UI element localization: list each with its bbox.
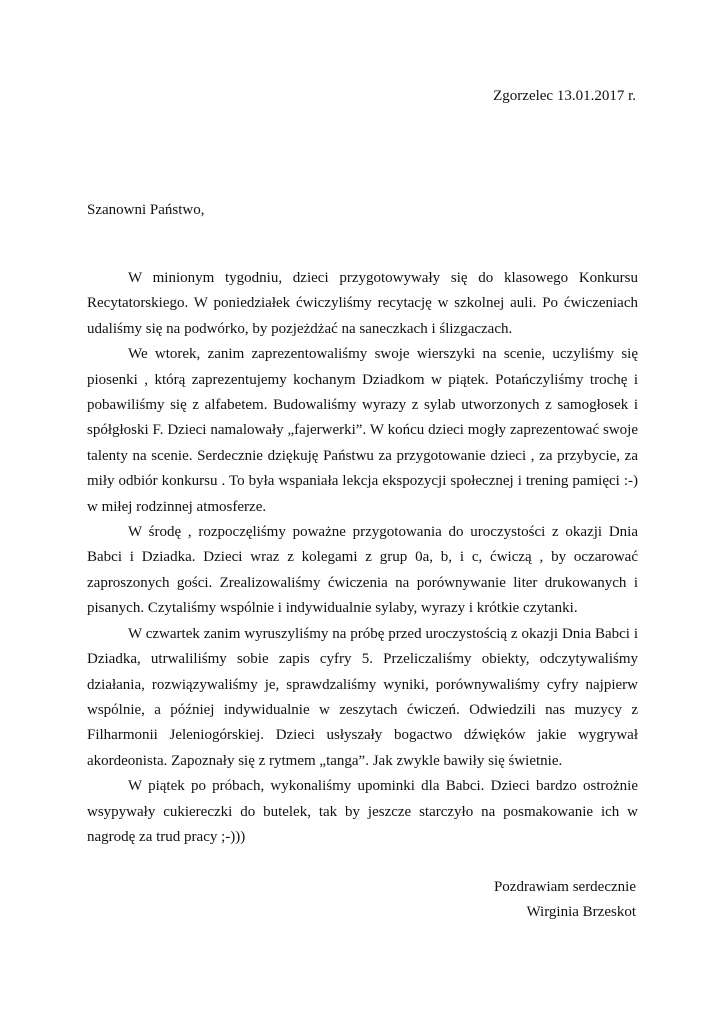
paragraph-2: We wtorek, zanim zaprezentowaliśmy swoje wierszyki na scenie, uczyliśmy się piosenki , którą zaprezentujemy kochanym Dziadkom w piątek. Potańczyliśmy trochę i pobawiliśmy się z alfabetem. Budowaliśmy wyrazy z sylab utworzonych z samogłosek i spółgłoski F. Dzieci namalowały „fajerwerki”. W końcu dzieci mogły zaprezentować swoje talenty na scenie. Serdecznie dziękuję Państwu za przygotowanie dzieci , za przybycie, za miły odbiór konkursu . To była wspaniała lekcja ekspozycji społecznej i trening pamięci :-) w miłej rodzinnej atmosferze. [87, 346, 638, 515]
closing-block [494, 875, 636, 925]
paragraph-4: W czwartek zanim wyruszyliśmy na próbę przed uroczystością z okazji Dnia Babci i Dziadka, utrwaliliśmy sobie zapis cyfry 5. Przeliczaliśmy obiekty, odczytywaliśmy działania, rozwiązywaliśmy je, sprawdzaliśmy wyniki, porównywaliśmy cyfry najpierw wspólnie, a później indywidualnie w zeszytach ćwiczeń. Odwiedzili nas muzycy z Filharmonii Jeleniogórskiej. Dzieci usłyszały bogactwo dźwięków jakie wygrywał akordeonista. Zapoznały się z rytmem „tanga”. Jak zwykle bawiły się świetnie. [87, 625, 638, 769]
paragraph-5: W piątek po próbach, wykonaliśmy upominki dla Babci. Dzieci bardzo ostrożnie wsypywały cukiereczki do butelek, tak by jeszcze starczyło na posmakowanie ich w nagrodę za trud pracy ;-))) [87, 778, 638, 845]
letter-body [87, 266, 638, 850]
salutation: Szanowni Państwo, [87, 202, 205, 218]
paragraph-3: W środę , rozpoczęliśmy poważne przygotowania do uroczystości z okazji Dnia Babci i Dziadka. Dzieci wraz z kolegami z grup 0a, b, i c, ćwiczą , by oczarować zaproszonych gości. Zrealizowaliśmy ćwiczenia na porównywanie liter drukowanych i pisanych. Czytaliśmy wspólnie i indywidualnie sylaby, wyrazy i krótkie czytanki. [87, 524, 638, 617]
paragraph-1: W minionym tygodniu, dzieci przygotowywały się do klasowego Konkursu Recytatorskiego. W poniedziałek ćwiczyliśmy recytację w szkolnej auli. Po ćwiczeniach udaliśmy się na podwórko, by pozjeżdżać na saneczkach i ślizgaczach. [87, 270, 638, 337]
closing-phrase: Pozdrawiam serdecznie [493, 879, 636, 895]
place-date: Zgorzelec 13.01.2017 r. [493, 88, 636, 104]
signature: Wirginia Brzeskot [526, 904, 636, 920]
